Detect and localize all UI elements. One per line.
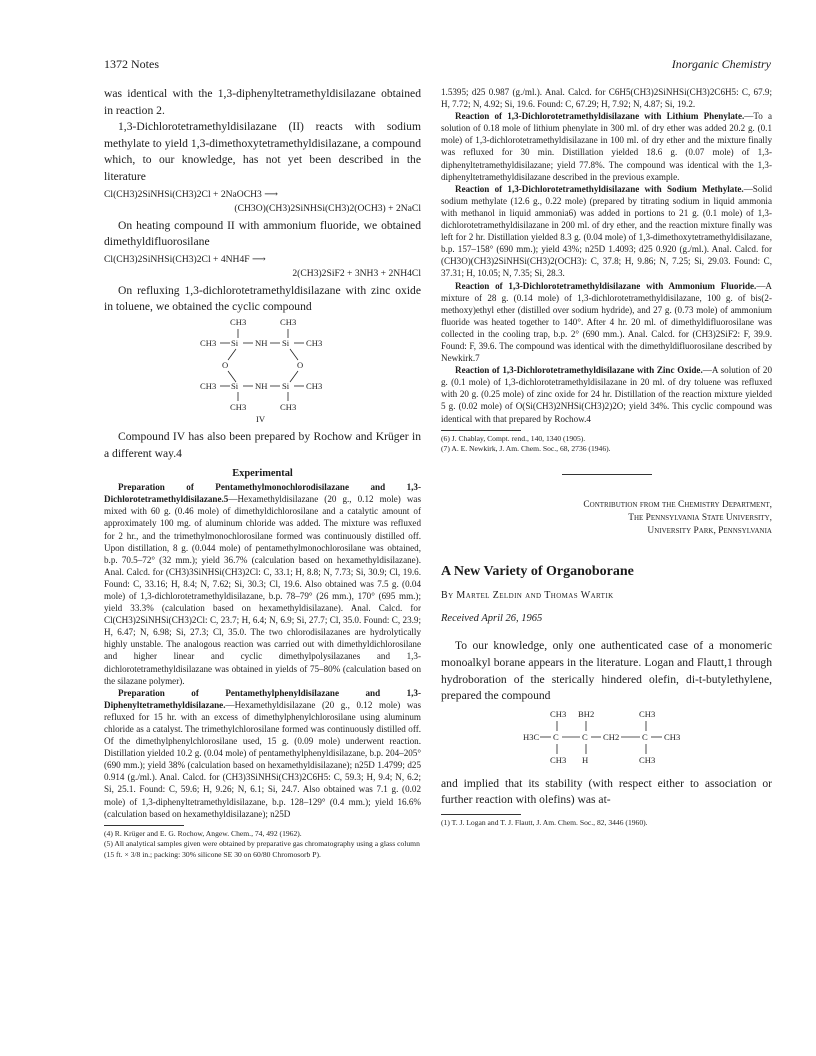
- footnote: (7) A. E. Newkirk, J. Am. Chem. Soc., 68, 2736 (1946).: [441, 444, 611, 454]
- structure-iv: [104, 316, 421, 424]
- contribution-line: Contribution from the Chemistry Department,: [583, 500, 772, 511]
- struct-label: CH3: [200, 380, 217, 391]
- struct-label: CH3: [639, 708, 656, 719]
- struct-label: CH3: [280, 316, 297, 327]
- journal-name: Inorganic Chemistry: [671, 57, 771, 71]
- experimental-paragraph: Reaction of 1,3-Dichlorotetramethyldisilazane with Lithium Phenylate.—To a solution of 0.18 mole of lithium phenylate in 300 ml. of dry ether was added 20.2 g. (0.1 mole) of 1,3-dichlorotetramethyldisilazane in 100 ml. of dry ether and the mixture finally was refluxed for 30 min. Distillation yielded 18.6 g. (0.07 mole) of 1,3-diphenyltetramethyldisilazane; yield 77.8%. The compound was identical with the 1,3-diphenyltetramethyldisilazane described in the previous example.: [441, 111, 773, 182]
- struct-label: CH2: [603, 731, 620, 742]
- struct-label: Si: [231, 337, 239, 348]
- struct-label: Si: [231, 380, 239, 391]
- paragraph: and implied that its stability (with respect either to association or further reaction with olefins) was at-: [441, 776, 772, 807]
- paragraph: On refluxing 1,3-dichlorotetramethyldisilazane with zinc oxide in toluene, we obtained the cyclic compound: [104, 283, 421, 314]
- struct-label: Si: [282, 337, 290, 348]
- struct-label: BH2: [578, 708, 595, 719]
- footnote-rule: [441, 814, 521, 815]
- footnote: (1) T. J. Logan and T. J. Flautt, J. Am. Chem. Soc., 82, 3446 (1960).: [441, 818, 648, 827]
- struct-label: CH3: [230, 316, 247, 327]
- borane-structure: [441, 705, 772, 771]
- struct-label: C: [582, 731, 588, 742]
- struct-label: H: [582, 754, 589, 765]
- paragraph: To our knowledge, only one authenticated case of a monomeric monoalkyl borane appears in the literature. Logan and Flautt,1 through hydroboration of the sterically hindered olefin, di-t-butylethylene, prepared the compound: [441, 639, 772, 703]
- paragraph: Compound IV has also been prepared by Rochow and Krüger in a different way.4: [104, 429, 421, 460]
- struct-label: NH: [255, 337, 268, 348]
- struct-label: H3C: [523, 731, 540, 742]
- experimental-paragraph: Reaction of 1,3-Dichlorotetramethyldisilazane with Sodium Methylate.—Solid sodium methylate (12.6 g., 0.22 mole) (prepared by titrating sodium in liquid ammonia with methanol in liquid ammonia6) was added in portions to 21 g. (0.1 mole) of 1,3-dichlorotetramethyldisilazane in 200 ml. of dry ether, and the reaction mixture finally was left for 2 hr. Distillation yielded 8.3 g. (0.04 mole) of 1,3-dimethoxytetramethyldisilazane, b.p. 157–158° (690 mm.); yield 43%; n25D 1.4093; d25 0.920 (g./ml.). Anal. Calcd. for (CH3O)(CH3)2SiNHSi(CH3)2(OCH3): C, 37.8; H, 9.86; N, 7.25; Si, 29.03. Found: C, 37.31; H, 10.05; N, 7.35; Si, 28.3.: [441, 183, 772, 279]
- struct-label: CH3: [200, 337, 217, 348]
- compound-label: IV: [256, 413, 266, 424]
- experimental-paragraph: Reaction of 1,3-Dichlorotetramethyldisilazane with Ammonium Fluoride.—A mixture of 28 g. (0.14 mole) of 1,3-dichlorotetramethyldisilazane, 100 g. of bis(2-methoxy)ethyl ether (distilled over sodium hydride), and 27 g. (0.73 mole) of ammonium fluoride was heated together to 140°. After 4 hr. 20 ml. of dimethyldifluorosilane was collected in the cooling trap, b.p. 2° (690 mm.). Anal. Calcd. for (CH3)2SiF2: F, 39.9. Found: F, 39.6. The compound was identical with the dimethyldifluorosilane described by Newkirk.7: [441, 280, 772, 364]
- paragraph: 1,3-Dichlorotetramethyldisilazane (II) reacts with sodium methylate to yield 1,3-dimethoxytetramethyldisilazane, a compound which, to our knowledge, has not yet been described in the literature: [104, 120, 421, 183]
- paragraph: was identical with the 1,3-diphenyltetramethyldisilazane obtained in reaction 2.: [104, 87, 421, 117]
- equation-1: Cl(CH3)2SiNHSi(CH3)2Cl + 2NaOCH3 ⟶ (CH3O)(CH3)2SiNHSi(CH3)2(OCH3) + 2NaCl: [104, 188, 421, 214]
- section-heading: Experimental: [232, 468, 293, 480]
- footnote: (6) J. Chablay, Compt. rend., 140, 1340 (1905).: [441, 433, 586, 443]
- paragraph: On heating compound II with ammonium fluoride, we obtained dimethyldifluorosilane: [104, 218, 421, 249]
- contribution-line: The Pennsylvania State University,: [628, 513, 772, 524]
- footnote: (5) All analytical samples given were obtained by preparative gas chromatography using a glass column (15 ft. × 3/8 in.; packing: 30% silicone SE 30 on 60/80 Chromosorb P).: [104, 839, 420, 859]
- equation-2: Cl(CH3)2SiNHSi(CH3)2Cl + 4NH4F ⟶ 2(CH3)2SiF2 + 3NH3 + 2NH4Cl: [104, 253, 421, 279]
- footnote: (4) R. Krüger and E. G. Rochow, Angew. Chem., 74, 492 (1962).: [104, 828, 302, 838]
- struct-label: CH3: [306, 380, 323, 391]
- contribution-line: University Park, Pennsylvania: [647, 526, 772, 537]
- article-title: A New Variety of Organoborane: [441, 564, 634, 580]
- struct-label: CH3: [280, 401, 297, 412]
- struct-label: Si: [282, 380, 290, 391]
- experimental-paragraph: Preparation of Pentamethylmonochlorodisilazane and 1,3-Dichlorotetramethyldisilazane.5—Hexamethyldisilazane (20 g., 0.12 mole) was mixed with 60 g. (0.46 mole) of dimethyldichlorosilane and a catalytic amount of approximately 100 mg. of aluminum chloride was added. The mixture was refluxed for 2 hr., and the trimethylmonochlorosilane formed was continuously distilled off. Upon distillation, 8 g. (0.044 mole) of pentamethylmonochlorosilane was obtained, b.p. 70.5–72° (32 mm.); yield 36.7% (calculation based on hexamethyldisilazane). Anal. Calcd. for (CH3)3SiNHSi(CH3)2Cl: C, 33.1; H, 8.8; N, 7.73; Si, 30.9; Cl, 19.6. Found: C, 33.16; H, 8.4; N, 7.62; Si, 30.3; Cl, 19.6. Also obtained was 7.5 g. (0.04 mole) of 1,3-dichlorotetramethyldisilazane, b.p. 78–79° (26 mm.), 170° (695 mm.); yield 33.3% (calculation based on hexamethyldisilazane). Anal. Calcd. for Cl(CH3)2SiNHSi(CH3)2Cl: C, 23.7; H, 6.4; N, 6.9; Si, 27.7; Cl, 35.0. Found: C, 23.9; H, 6.47; N, 6.98; Si, 27.3; Cl, 35.0. The two chlorodisilazanes are hydrolytically highly unstable. The analogous reaction was carried out with dimethyldichlorosilane and higher linear and cyclic dimethylpolysilazanes and 1,3-dichlorotetramethyldisilazane was obtained in yields of 75–80% (calculation based on the silazane polymer).: [104, 482, 421, 686]
- struct-label: CH3: [664, 731, 681, 742]
- article-separator: [562, 474, 652, 475]
- struct-label: CH3: [550, 708, 567, 719]
- footnote-rule: [104, 825, 184, 826]
- struct-label: C: [642, 731, 648, 742]
- page-number: 1372 Notes: [104, 57, 159, 71]
- page-header: [104, 57, 771, 73]
- struct-label: C: [553, 731, 559, 742]
- struct-label: O: [222, 359, 229, 370]
- struct-label: CH3: [550, 754, 567, 765]
- article-authors: By Martel Zeldin and Thomas Wartik: [441, 590, 614, 602]
- footnote-rule: [441, 430, 521, 431]
- experimental-paragraph: Preparation of Pentamethylphenyldisilazane and 1,3-Diphenyltetramethyldisilazane.—Hexamethyldisilazane (20 g., 0.12 mole) was refluxed for 15 hr. with an excess of dimethylphenylchlorosilane using aluminum chloride as a catalyst. The trimethylchlorosilane formed was continuously distilled off. Of the dimethylphenylchlorosilane used, 15 g. (0.09 mole) underwent reaction. Distillation yielded 10.2 g. (0.04 mole) of pentamethylphenyldisilazane, b.p. 204–205° (690 mm.); yield 38% (calculation based on hexamethyldisilazane); n25D 1.4799; d25 0.914 (g./ml.). Anal. Calcd. for (CH3)3SiNHSi(CH3)2C6H5: C, 59.3; H, 9.4; N, 6.2; Si, 25.1. Found: C, 59.6; H, 9.26; N, 6.1; Si, 24.7. Also obtained was 7.1 g. (0.02 mole) of 1,3-diphenyltetramethyldisilazane, b.p. 128–129° (0.4 mm.); yield 16.6% (calculation based on hexamethyldisilazane); n25D: [104, 687, 421, 819]
- experimental-paragraph: Reaction of 1,3-Dichlorotetramethyldisilazane with Zinc Oxide.—A solution of 20 g. (0.1 mole) of 1,3-dichlorotetramethyldisilazane in 20 ml. of dry toluene was refluxed with 20 g. (0.25 mole) of zinc oxide for 24 hr. Distillation of the reaction mixture yielded 5 g. (0.02 mole) of O(Si(CH3)2NHSi(CH3)2)2O; yield 34%. This cyclic compound was identical with that prepared by Rochow.4: [441, 365, 772, 424]
- experimental-paragraph: 1.5395; d25 0.987 (g./ml.). Anal. Calcd. for C6H5(CH3)2SiNHSi(CH3)2C6H5: C, 67.9; H, 7.72; N, 4.92; Si, 19.6. Found: C, 67.29; H, 7.92; N, 4.87; Si, 19.2.: [441, 87, 772, 110]
- right-column: [441, 86, 772, 828]
- struct-label: CH3: [639, 754, 656, 765]
- struct-label: CH3: [230, 401, 247, 412]
- received-date: Received April 26, 1965: [441, 613, 543, 625]
- left-column: [104, 86, 421, 860]
- struct-label: O: [297, 359, 304, 370]
- struct-label: NH: [255, 380, 268, 391]
- struct-label: CH3: [306, 337, 323, 348]
